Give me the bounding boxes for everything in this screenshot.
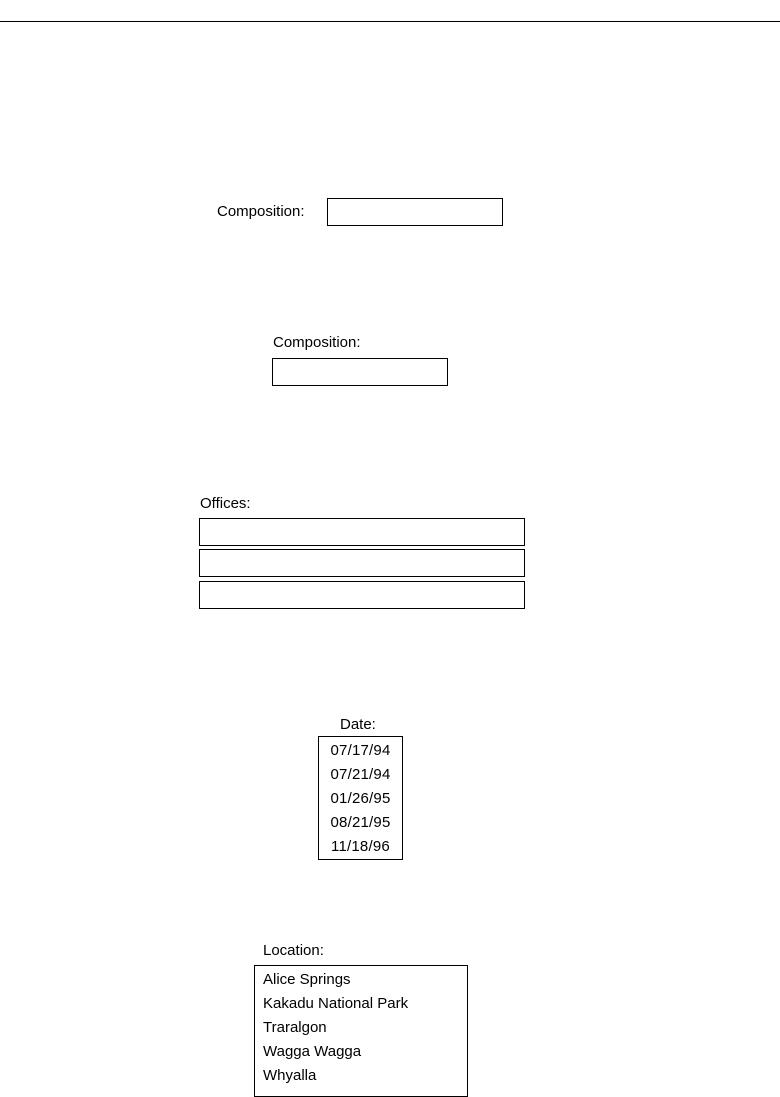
location-list-item[interactable]: Alice Springs	[263, 971, 351, 988]
date-list-item[interactable]: 11/18/96	[331, 838, 390, 855]
location-label: Location:	[263, 942, 324, 959]
date-list-item[interactable]: 08/21/95	[330, 814, 391, 831]
date-list-item[interactable]: 07/21/94	[330, 766, 391, 783]
location-list-item[interactable]: Wagga Wagga	[263, 1043, 362, 1060]
date-list-item[interactable]: 07/17/94	[330, 742, 391, 759]
location-list-item[interactable]: Traralgon	[263, 1019, 327, 1036]
offices-field-2[interactable]	[199, 549, 525, 577]
offices-label: Offices:	[200, 495, 251, 512]
location-list-item[interactable]: Whyalla	[263, 1067, 317, 1084]
date-listbox[interactable]	[318, 736, 403, 860]
composition-field-inline[interactable]	[327, 198, 503, 226]
top-divider	[0, 21, 780, 22]
offices-field-1[interactable]	[199, 518, 525, 546]
date-label: Date:	[340, 716, 376, 733]
composition-label-inline: Composition:	[217, 203, 305, 220]
location-list-item[interactable]: Kakadu National Park	[263, 995, 409, 1012]
composition-field-stacked[interactable]	[272, 358, 448, 386]
location-listbox[interactable]	[254, 965, 468, 1097]
offices-field-3[interactable]	[199, 581, 525, 609]
composition-label-stacked: Composition:	[273, 334, 361, 351]
date-list-item[interactable]: 01/26/95	[330, 790, 391, 807]
